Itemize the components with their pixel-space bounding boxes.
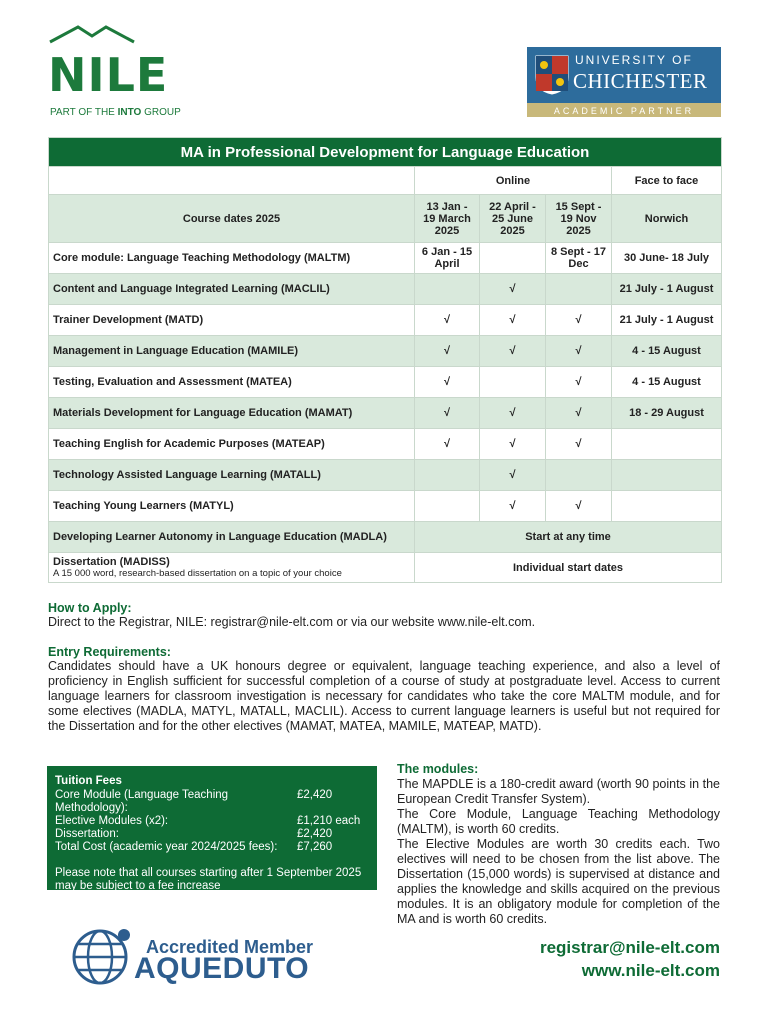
date-col-3: 15 Sept - 19 Nov 2025 xyxy=(546,195,612,243)
fee-row xyxy=(55,815,369,828)
fee-value: £7,260 xyxy=(297,841,333,853)
module-name: Dissertation (MADISS) xyxy=(53,556,170,568)
table-row xyxy=(49,491,722,522)
fee-value: £1,210 each xyxy=(297,815,361,827)
face-to-face-cell xyxy=(612,491,722,522)
tuition-fees-heading: Tuition Fees xyxy=(55,775,122,787)
table-row xyxy=(49,336,722,367)
table-row xyxy=(49,274,722,305)
date-col-2: 22 April - 25 June 2025 xyxy=(480,195,546,243)
module-name: Teaching English for Academic Purposes (MATEAP) xyxy=(49,429,415,460)
table-row xyxy=(49,460,722,491)
online-cell-1: √ xyxy=(415,398,480,429)
nile-logo: NILE xyxy=(48,48,169,102)
fee-value: £2,420 xyxy=(297,828,333,840)
module-name: Teaching Young Learners (MATYL) xyxy=(49,491,415,522)
online-cell-3: 8 Sept - 17 Dec xyxy=(546,243,612,274)
online-cell-3: √ xyxy=(546,429,612,460)
online-cell-1: √ xyxy=(415,429,480,460)
fee-label: Elective Modules (x2): xyxy=(55,815,169,827)
entry-requirements-text: Candidates should have a UK honours degree or equivalent, language teaching experience, and also a level of proficiency in English sufficient for successful completion of a course of study at postgraduate level. Access to current language learners for classroom investigation is necessary for candidates who take the core MALTM module, and for some electives (MADLA, MATYL, MATALL, MACLIL). Access to current language learners is useful but not required for the Dissertation and for the other electives (MAMAT, MATEA, MAMILE, MATEAP, MATD). xyxy=(48,659,720,733)
module-availability: Start at any time xyxy=(415,522,722,553)
online-cell-1: √ xyxy=(415,336,480,367)
online-cell-3: √ xyxy=(546,305,612,336)
how-to-apply-text: Direct to the Registrar, NILE: registrar@nile-elt.com or via our website www.nile-elt.com. xyxy=(48,615,536,629)
online-cell-3: √ xyxy=(546,491,612,522)
face-to-face-cell: 18 - 29 August xyxy=(612,398,722,429)
face-to-face-cell: 4 - 15 August xyxy=(612,367,722,398)
fee-label: Total Cost (academic year 2024/2025 fees): xyxy=(55,841,278,853)
module-name: Trainer Development (MATD) xyxy=(49,305,415,336)
how-to-apply-heading: How to Apply: xyxy=(48,601,132,615)
face-to-face-cell: 21 July - 1 August xyxy=(612,305,722,336)
online-cell-3: √ xyxy=(546,336,612,367)
table-row xyxy=(49,367,722,398)
online-cell-3 xyxy=(546,274,612,305)
online-cell-2: √ xyxy=(480,491,546,522)
module-name: Content and Language Integrated Learning (MACLIL) xyxy=(49,274,415,305)
fee-label: Core Module (Language Teaching Methodology): xyxy=(55,789,229,814)
modules-paragraph-1: The MAPDLE is a 180-credit award (worth 90 points in the European Credit Transfer System). xyxy=(397,777,720,806)
online-cell-2: √ xyxy=(480,274,546,305)
face-to-face-cell: 21 July - 1 August xyxy=(612,274,722,305)
online-cell-2: √ xyxy=(480,460,546,491)
face-to-face-header: Face to face xyxy=(612,167,722,195)
online-cell-2: √ xyxy=(480,398,546,429)
online-cell-1 xyxy=(415,274,480,305)
online-cell-1: √ xyxy=(415,367,480,398)
modules-paragraph-3: The Elective Modules are worth 30 credits each. Two electives will need to be chosen from the list above. The Dissertation (15,000 words) is supervised at distance and applies the knowledge and skills acquired on the previous modules. It is an obligatory module for completion of the MA and is worth 60 credits. xyxy=(397,837,720,926)
online-cell-3: √ xyxy=(546,367,612,398)
module-name: Developing Learner Autonomy in Language Education (MADLA) xyxy=(49,522,415,553)
online-cell-2 xyxy=(480,367,546,398)
online-cell-1 xyxy=(415,491,480,522)
online-cell-1: 6 Jan - 15 April xyxy=(415,243,480,274)
university-of-chichester-logo: UNIVERSITY OF CHICHESTER ACADEMIC PARTNER xyxy=(527,47,721,117)
fee-note: Please note that all courses starting after 1 September 2025 may be subject to a fee increase xyxy=(55,867,362,892)
online-cell-2: √ xyxy=(480,305,546,336)
aqueduto-globe-icon xyxy=(72,925,134,987)
module-name: Materials Development for Language Education (MAMAT) xyxy=(49,398,415,429)
module-availability: Individual start dates xyxy=(415,553,722,583)
aqueduto-text: AQUEDUTO xyxy=(134,952,310,985)
course-dates-table xyxy=(48,137,722,583)
fee-value: £2,420 xyxy=(297,789,333,801)
module-name: Technology Assisted Language Learning (MATALL) xyxy=(49,460,415,491)
fee-label: Dissertation: xyxy=(55,828,119,840)
face-to-face-cell: 4 - 15 August xyxy=(612,336,722,367)
nile-tagline: PART OF THE INTO GROUP xyxy=(50,107,181,118)
face-to-face-cell: 30 June- 18 July xyxy=(612,243,722,274)
module-name: Management in Language Education (MAMILE) xyxy=(49,336,415,367)
online-cell-1 xyxy=(415,460,480,491)
table-title: MA in Professional Development for Language Education xyxy=(49,138,722,167)
date-col-1: 13 Jan - 19 March 2025 xyxy=(415,195,480,243)
module-description: A 15 000 word, research-based dissertation on a topic of your choice xyxy=(53,568,342,579)
online-cell-2: √ xyxy=(480,429,546,460)
modules-section xyxy=(397,762,720,927)
fee-row xyxy=(55,828,369,841)
dissertation-cell xyxy=(49,553,415,583)
table-row xyxy=(49,398,722,429)
table-row xyxy=(49,305,722,336)
module-name: Testing, Evaluation and Assessment (MATEA) xyxy=(49,367,415,398)
online-cell-1: √ xyxy=(415,305,480,336)
face-to-face-cell xyxy=(612,460,722,491)
fee-row xyxy=(55,841,369,854)
contact-email-link[interactable]: registrar@nile-elt.com xyxy=(539,938,720,957)
table-row xyxy=(49,243,722,274)
modules-heading: The modules: xyxy=(397,762,479,776)
face-to-face-cell xyxy=(612,429,722,460)
table-row xyxy=(49,429,722,460)
online-cell-2 xyxy=(480,243,546,274)
contact-website-link[interactable]: www.nile-elt.com xyxy=(581,961,720,980)
entry-requirements-heading: Entry Requirements: xyxy=(48,645,171,659)
university-crest-icon xyxy=(535,55,569,95)
accredited-member-text: Accredited Member xyxy=(146,937,314,957)
fee-row xyxy=(55,789,369,815)
online-cell-2: √ xyxy=(480,336,546,367)
online-header: Online xyxy=(415,167,612,195)
modules-paragraph-2: The Core Module, Language Teaching Methodology (MALTM), is worth 60 credits. xyxy=(397,807,720,836)
module-name: Core module: Language Teaching Methodology (MALTM) xyxy=(49,243,415,274)
online-cell-3: √ xyxy=(546,398,612,429)
nile-mountain-logo-icon xyxy=(48,24,138,44)
online-cell-3 xyxy=(546,460,612,491)
face-location: Norwich xyxy=(612,195,722,243)
tuition-fees-box xyxy=(47,766,377,890)
course-dates-label: Course dates 2025 xyxy=(49,195,415,243)
